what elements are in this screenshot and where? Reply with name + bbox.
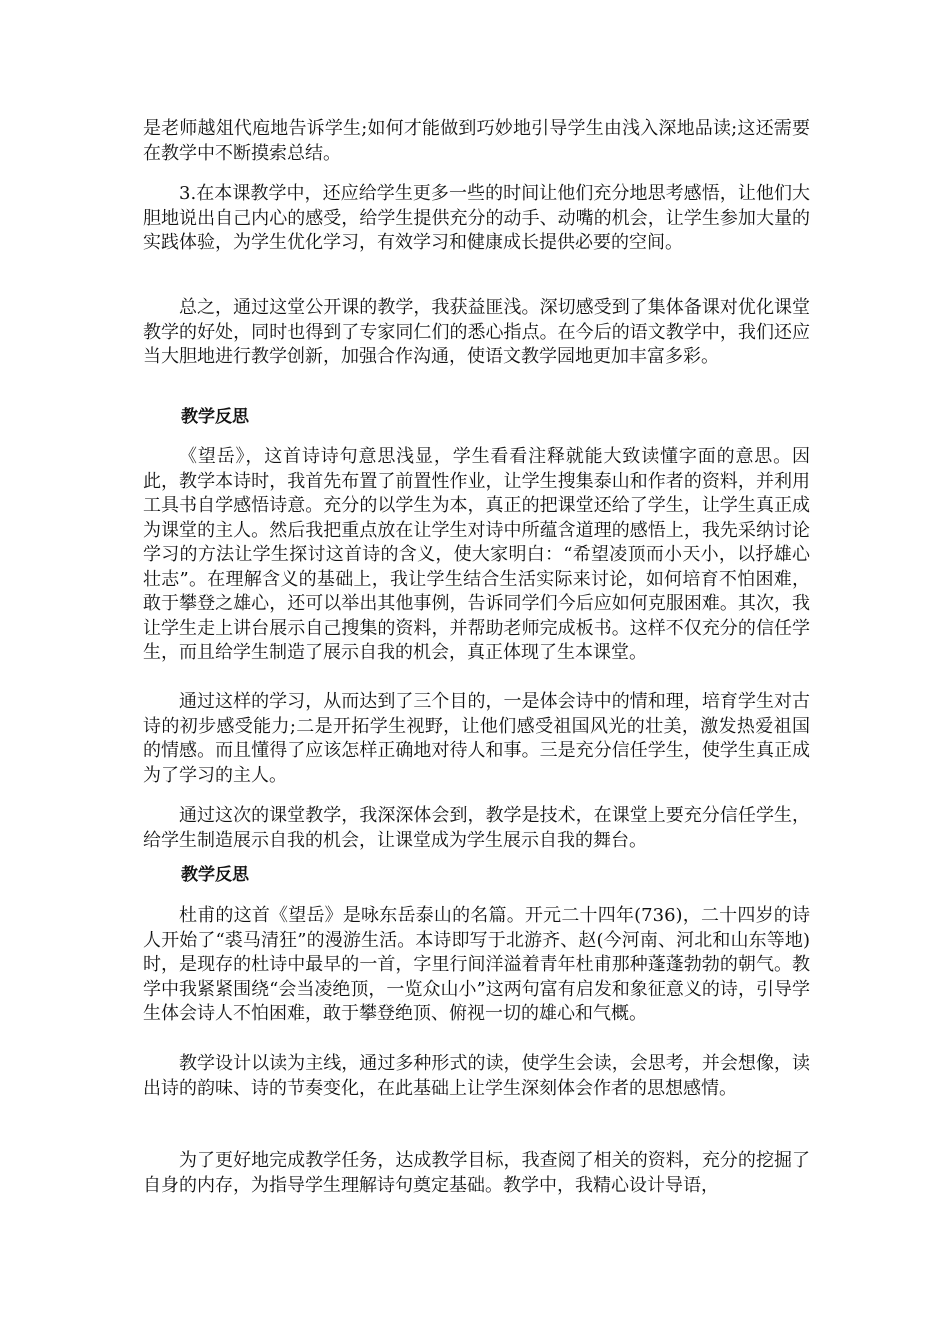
section-heading-reflection-2: 教学反思 bbox=[181, 865, 249, 885]
paragraph-continuation: 是老师越俎代庖地告诉学生;如何才能做到巧妙地引导学生由浅入深地品读;这还需要在教学中不断摸索总结。 bbox=[143, 118, 810, 164]
paragraph-reading-design: 教学设计以读为主线，通过多种形式的读，使学生会读，会思考，并会想像，读出诗的韵味、诗的节奏变化，在此基础上让学生深刻体会作者的思想感情。 bbox=[143, 1053, 810, 1099]
paragraph-preparation: 为了更好地完成教学任务，达成教学目标，我查阅了相关的资料，充分的挖掘了自身的内存，为指导学生理解诗句奠定基础。教学中，我精心设计导语， bbox=[143, 1150, 810, 1196]
paragraph-wangyue-intro: 《望岳》，这首诗诗句意思浅显，学生看看注释就能大致读懂字面的意思。因此，教学本诗时，我首先布置了前置性作业，让学生搜集泰山和作者的资料，并利用工具书自学感悟诗意。充分的以学生为本，真正的把课堂还给了学生，让学生真正成为课堂的主人。然后我把重点放在让学生对诗中所蕴含道理的感悟上，我先采纳讨论学习的方法让学生探讨这首诗的含义，使大家明白：“希望凌顶而小天小，以抒雄心壮志”。在理解含义的基础上，我让学生结合生活实际来讨论，如何培育不怕困难，敢于攀登之雄心，还可以举出其他事例，告诉同学们今后应如何克服困难。其次，我让学生走上讲台展示自己搜集的资料，并帮助老师完成板书。这样不仅充分的信任学生，而且给学生制造了展示自我的机会，真正体现了生本课堂。 bbox=[143, 446, 810, 663]
paragraph-classroom-insight: 通过这次的课堂教学，我深深体会到，教学是技术，在课堂上要充分信任学生，给学生制造展示自我的机会，让课堂成为学生展示自我的舞台。 bbox=[143, 805, 810, 851]
section-heading-reflection-1: 教学反思 bbox=[181, 407, 249, 427]
paragraph-summary: 总之，通过这堂公开课的教学，我获益匪浅。深切感受到了集体备课对优化课堂教学的好处，同时也得到了专家同仁们的悉心指点。在今后的语文教学中，我们还应当大胆地进行教学创新，加强合作沟通，使语文教学园地更加丰富多彩。 bbox=[143, 297, 810, 367]
paragraph-three-goals: 通过这样的学习，从而达到了三个目的，一是体会诗中的情和理，培育学生对古诗的初步感受能力;二是开拓学生视野，让他们感受祖国风光的壮美，激发热爱祖国的情感。而且懂得了应该怎样正确地对待人和事。三是充分信任学生，使学生真正成为了学习的主人。 bbox=[143, 691, 810, 786]
paragraph-point-3: 3.在本课教学中，还应给学生更多一些的时间让他们充分地思考感悟，让他们大胆地说出自己内心的感受，给学生提供充分的动手、动嘴的机会，让学生参加大量的实践体验，为学生优化学习，有效学习和健康成长提供必要的空间。 bbox=[143, 183, 810, 253]
paragraph-du-fu-background: 杜甫的这首《望岳》是咏东岳泰山的名篇。开元二十四年(736)，二十四岁的诗人开始了“裘马清狂”的漫游生活。本诗即写于北游齐、赵(今河南、河北和山东等地)时，是现存的杜诗中最早的一首，字里行间洋溢着青年杜甫那种蓬蓬勃勃的朝气。教学中我紧紧围绕“会当凌绝顶，一览众山小”这两句富有启发和象征意义的诗，引导学生体会诗人不怕困难，敢于攀登绝顶、俯视一切的雄心和气概。 bbox=[143, 905, 810, 1024]
